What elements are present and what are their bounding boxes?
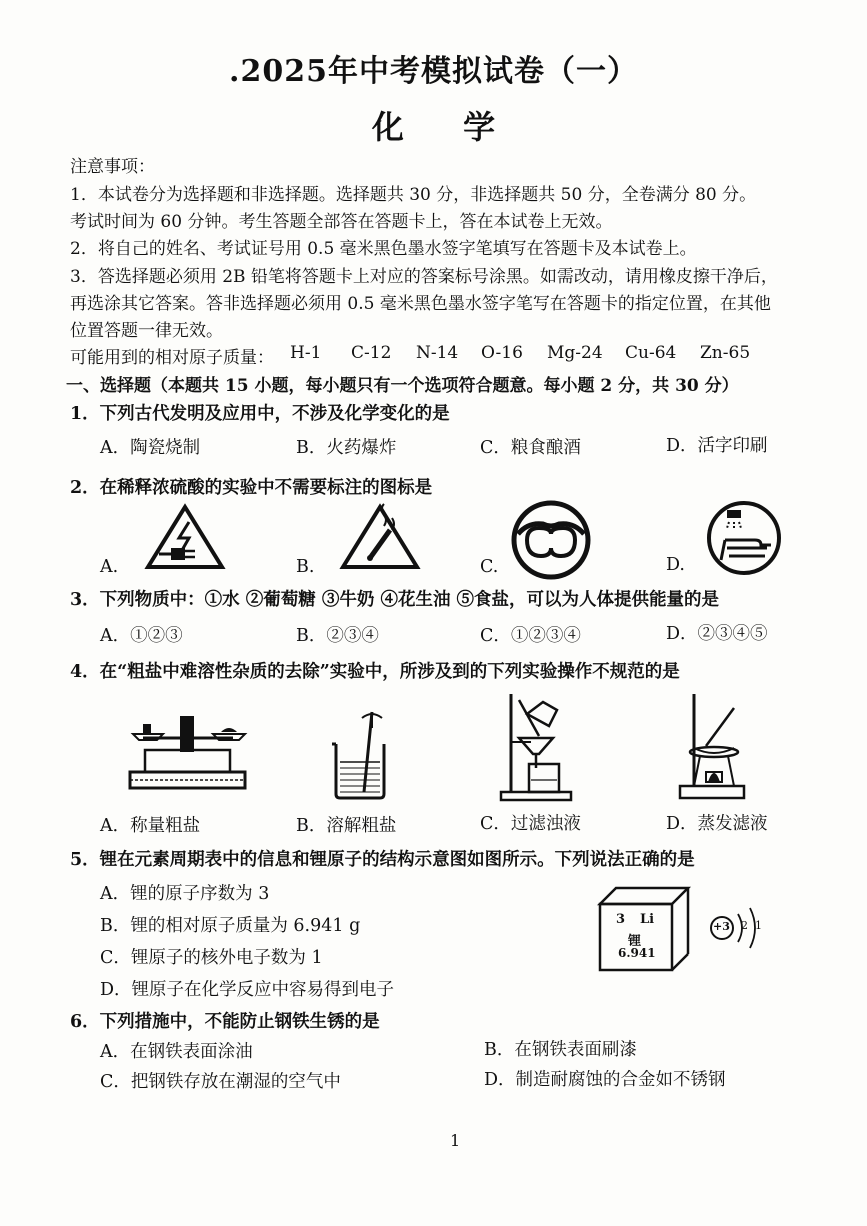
question-stem: 4．在“粗盐中难溶性杂质的去除”实验中，所涉及到的下列实验操作不规范的是 [70, 662, 680, 682]
shell1-electrons: 2 [741, 919, 748, 932]
q2-option-c: C. [480, 557, 499, 577]
q3-option-c: C．①②③④ [480, 626, 581, 646]
beaker-stirring-figure [328, 708, 398, 800]
notice-heading: 注意事项： [70, 157, 155, 177]
goggles-icon [510, 500, 592, 580]
q2-option-d: D. [666, 555, 685, 575]
atomic-mass-h: H-1 [290, 343, 322, 363]
q5-option-b: B．锂的相对原子质量为 6.941 g [100, 916, 361, 936]
question-stem: 1．下列古代发明及应用中，不涉及化学变化的是 [70, 404, 450, 424]
page-number: 1 [450, 1131, 461, 1150]
atomic-mass-cu: Cu-64 [625, 343, 677, 363]
q2-option-b: B. [296, 557, 315, 577]
atomic-mass-o: O-16 [481, 343, 523, 363]
question-stem: 6．下列措施中，不能防止钢铁生锈的是 [70, 1012, 380, 1032]
q6-option-d: D．制造耐腐蚀的合金如不锈钢 [484, 1070, 726, 1090]
notice-line: 3．答选择题必须用 2B 铅笔将答题卡上对应的答案标号涂黑。如需改动，请用橡皮擦干净后， [70, 267, 778, 287]
element-symbol: Li [640, 912, 655, 927]
q5-option-a: A．锂的原子序数为 3 [100, 884, 270, 904]
nucleus-charge: +3 [713, 920, 730, 933]
atomic-mass-mg: Mg-24 [547, 343, 603, 363]
q1-option-d: D．活字印刷 [666, 436, 768, 456]
exam-title: .2025年中考模拟试卷（一） [229, 54, 638, 89]
q3-option-d: D．②③④⑤ [666, 624, 768, 644]
q6-option-a: A．在钢铁表面涂油 [100, 1042, 253, 1062]
notice-line: 2．将自己的姓名、考试证号用 0.5 毫米黑色墨水签字笔填写在答题卡及本试卷上。 [70, 239, 697, 259]
q2-option-a: A. [100, 557, 119, 577]
hot-hazard-icon [340, 504, 420, 570]
element-card-figure [596, 884, 692, 974]
q1-option-b: B．火药爆炸 [296, 438, 397, 458]
notice-line: 再选涂其它答案。答非选择题必须用 0.5 毫米黑色墨水签字笔写在答题卡的指定位置，在其他 [70, 294, 771, 314]
notice-line: 1．本试卷分为选择题和非选择题。选择题共 30 分，非选择题共 50 分，全卷满分 80 分。 [70, 185, 757, 205]
atomic-mass-zn: Zn-65 [700, 343, 751, 363]
q4-option-a: A．称量粗盐 [100, 816, 201, 836]
subject-title: 化 学 [371, 108, 520, 146]
notice-line: 位置答题一律无效。 [70, 321, 223, 341]
q4-option-b: B．溶解粗盐 [296, 816, 397, 836]
balance-scale-figure [125, 710, 250, 795]
q4-option-d: D．蒸发滤液 [666, 814, 768, 834]
q3-option-b: B．②③④ [296, 626, 379, 646]
q5-option-c: C．锂原子的核外电子数为 1 [100, 948, 323, 968]
q4-option-c: C．过滤浊液 [480, 814, 581, 834]
wash-hands-icon [705, 500, 783, 576]
shell2-electrons: 1 [755, 919, 762, 932]
q5-option-d: D．锂原子在化学反应中容易得到电子 [100, 980, 395, 1000]
element-number: 3 [616, 912, 626, 927]
q3-option-a: A．①②③ [100, 626, 183, 646]
section-heading: 一、选择题（本题共 15 小题，每小题只有一个选项符合题意。每小题 2 分，共 30 分） [66, 376, 739, 396]
question-stem: 3．下列物质中：①水 ②葡萄糖 ③牛奶 ④花生油 ⑤食盐，可以为人体提供能量的是 [70, 590, 720, 610]
q6-option-c: C．把钢铁存放在潮湿的空气中 [100, 1072, 341, 1092]
filtration-figure [497, 690, 581, 802]
q1-option-c: C．粮食酿酒 [480, 438, 581, 458]
atomic-mass-label: 可能用到的相对原子质量： [70, 348, 274, 368]
evaporation-figure [676, 690, 756, 802]
notice-line: 考试时间为 60 分钟。考生答题全部答在答题卡上，答在本试卷上无效。 [70, 212, 613, 232]
atomic-mass-n: N-14 [416, 343, 459, 363]
electric-hazard-icon [145, 504, 225, 570]
element-mass: 6.941 [618, 946, 656, 960]
question-stem: 5．锂在元素周期表中的信息和锂原子的结构示意图如图所示。下列说法正确的是 [70, 850, 695, 870]
q6-option-b: B．在钢铁表面刷漆 [484, 1040, 637, 1060]
atomic-mass-c: C-12 [351, 343, 392, 363]
q1-option-a: A．陶瓷烧制 [100, 438, 201, 458]
question-stem: 2．在稀释浓硫酸的实验中不需要标注的图标是 [70, 478, 433, 498]
element-name: 锂 [628, 934, 642, 949]
